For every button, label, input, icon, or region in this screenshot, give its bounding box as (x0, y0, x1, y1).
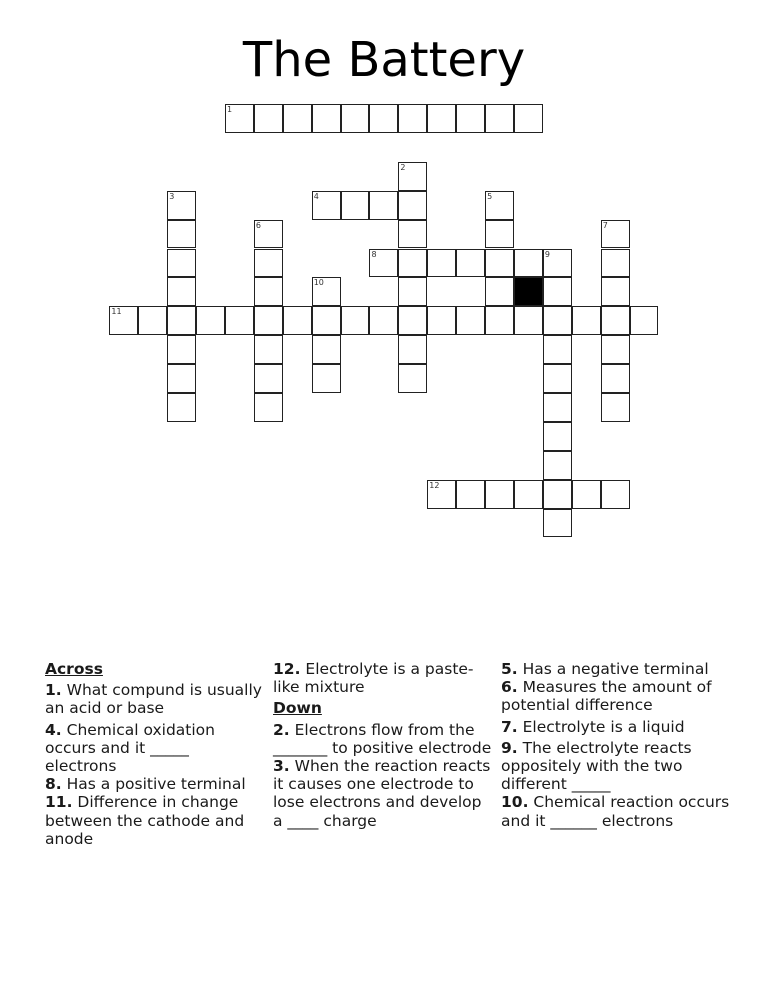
grid-cell[interactable] (312, 306, 341, 335)
clue-down-9 (501, 739, 731, 794)
clue-number: 12. (273, 660, 301, 678)
grid-cell[interactable] (167, 249, 196, 278)
grid-cell[interactable] (601, 277, 630, 306)
grid-cell[interactable] (225, 104, 254, 133)
grid-cell[interactable] (427, 104, 456, 133)
clue-across-4 (45, 721, 265, 776)
grid-cell[interactable] (341, 104, 370, 133)
cell-number: 3 (169, 191, 175, 201)
grid-cell[interactable] (398, 335, 427, 364)
grid-cell[interactable] (543, 393, 572, 422)
grid-cell[interactable] (514, 249, 543, 278)
grid-cell[interactable] (543, 451, 572, 480)
grid-cell[interactable] (398, 306, 427, 335)
clue-text: Electrolyte is a paste-like mixture (273, 660, 474, 697)
grid-cell[interactable] (543, 480, 572, 509)
grid-cell[interactable] (456, 306, 485, 335)
grid-cell[interactable] (167, 335, 196, 364)
clue-down-6 (501, 678, 731, 714)
grid-cell[interactable] (572, 306, 601, 335)
clue-number: 3. (273, 757, 290, 776)
clue-down-10 (501, 793, 731, 829)
clue-number: 5. (501, 660, 518, 678)
grid-cell[interactable] (398, 249, 427, 278)
clue-across-11 (45, 793, 265, 848)
grid-cell[interactable] (543, 335, 572, 364)
clue-number: 1. (45, 681, 62, 700)
grid-cell[interactable] (196, 306, 225, 335)
grid-cell[interactable] (254, 104, 283, 133)
clue-text: The electrolyte reacts oppositely with the two different _____ (501, 738, 692, 794)
grid-cell[interactable] (312, 277, 341, 306)
clue-down-7 (501, 718, 731, 736)
grid-cell[interactable] (167, 364, 196, 393)
clue-text: Chemical oxidation occurs and it _____ electrons (45, 720, 215, 776)
grid-cell[interactable] (543, 277, 572, 306)
grid-cell[interactable] (456, 480, 485, 509)
grid-cell[interactable] (138, 306, 167, 335)
clue-text: Difference in change between the cathode and anode (45, 793, 245, 848)
grid-cell[interactable] (109, 306, 138, 335)
clues-column-3 (501, 660, 731, 830)
grid-cell[interactable] (543, 249, 572, 278)
clue-across-8 (45, 775, 265, 793)
grid-cell[interactable] (543, 422, 572, 451)
grid-cell[interactable] (369, 191, 398, 220)
grid-cell[interactable] (312, 104, 341, 133)
clue-text: When the reaction reacts it causes one electrode to lose electrons and develop a ____ charge (273, 757, 491, 830)
grid-cell[interactable] (312, 335, 341, 364)
grid-cell[interactable] (485, 306, 514, 335)
crossword-grid (109, 104, 658, 538)
clue-text: Chemical reaction occurs and it ______ electrons (501, 793, 730, 830)
cell-number: 10 (313, 278, 324, 288)
grid-cell[interactable] (254, 249, 283, 278)
grid-cell[interactable] (254, 364, 283, 393)
grid-cell[interactable] (398, 220, 427, 249)
grid-cell[interactable] (167, 191, 196, 220)
clue-text: Has a positive terminal (66, 775, 246, 794)
grid-cell[interactable] (601, 306, 630, 335)
grid-cell[interactable] (572, 480, 601, 509)
clue-across-1 (45, 681, 265, 717)
grid-cell[interactable] (630, 306, 659, 335)
clue-text: What compund is usually an acid or base (45, 681, 262, 718)
grid-cell[interactable] (283, 104, 312, 133)
clue-number: 9. (501, 738, 518, 757)
cell-number: 9 (544, 249, 550, 259)
clue-text: Electrolyte is a liquid (522, 717, 685, 736)
grid-cell[interactable] (485, 220, 514, 249)
grid-cell[interactable] (254, 306, 283, 335)
cell-number: 2 (400, 162, 406, 172)
grid-cell[interactable] (398, 277, 427, 306)
clue-down-5 (501, 660, 731, 678)
cell-number: 7 (602, 220, 608, 230)
clue-down-2 (273, 721, 493, 757)
grid-cell[interactable] (167, 393, 196, 422)
grid-cell[interactable] (543, 306, 572, 335)
grid-cell[interactable] (225, 306, 254, 335)
grid-cell[interactable] (398, 162, 427, 191)
clue-text: Electrons flow from the _______ to positive electrode (273, 720, 492, 757)
grid-cell[interactable] (254, 335, 283, 364)
clue-number: 6. (501, 678, 518, 697)
cell-number: 8 (371, 249, 377, 259)
grid-cell[interactable] (485, 277, 514, 306)
grid-cell[interactable] (543, 364, 572, 393)
grid-cell[interactable] (601, 393, 630, 422)
clue-number: 4. (45, 720, 62, 739)
cell-number: 5 (487, 191, 493, 201)
grid-cell[interactable] (254, 393, 283, 422)
grid-cell[interactable] (543, 509, 572, 538)
clue-number: 11. (45, 793, 73, 812)
clues-column-2 (273, 660, 493, 830)
grid-cell[interactable] (369, 306, 398, 335)
puzzle-title: The Battery (242, 32, 526, 88)
grid-cell[interactable] (485, 249, 514, 278)
clue-across-12 (273, 660, 493, 696)
grid-cell[interactable] (398, 191, 427, 220)
cell-number: 6 (255, 220, 261, 230)
grid-cell[interactable] (485, 480, 514, 509)
grid-cell[interactable] (167, 220, 196, 249)
across-heading: Across (45, 660, 103, 678)
clues-column-1 (45, 660, 265, 848)
grid-cell[interactable] (427, 306, 456, 335)
grid-cell[interactable] (312, 364, 341, 393)
grid-cell[interactable] (369, 249, 398, 278)
grid-cell[interactable] (514, 306, 543, 335)
clue-number: 2. (273, 720, 290, 739)
grid-cell[interactable] (485, 191, 514, 220)
grid-cell[interactable] (312, 191, 341, 220)
grid-cell[interactable] (456, 249, 485, 278)
grid-cell[interactable] (398, 364, 427, 393)
grid-cell[interactable] (254, 220, 283, 249)
clue-number: 8. (45, 775, 62, 794)
grid-cell[interactable] (601, 249, 630, 278)
cell-number: 1 (226, 105, 233, 114)
clue-down-3 (273, 757, 493, 830)
grid-cell[interactable] (601, 480, 630, 509)
grid-cell[interactable] (601, 220, 630, 249)
cell-number: 4 (313, 191, 319, 201)
grid-cell[interactable] (398, 104, 427, 133)
clue-number: 10. (501, 793, 529, 812)
grid-cell[interactable] (514, 104, 543, 133)
clue-text: Measures the amount of potential difference (501, 678, 712, 715)
grid-cell[interactable] (283, 306, 312, 335)
grid-cell[interactable] (427, 249, 456, 278)
grid-cell[interactable] (427, 480, 456, 509)
grid-cell[interactable] (341, 191, 370, 220)
cell-number: 11 (111, 307, 122, 317)
grid-cell[interactable] (485, 104, 514, 133)
cell-number: 12 (429, 480, 440, 490)
grid-cell[interactable] (167, 306, 196, 335)
grid-cell[interactable] (514, 480, 543, 509)
clue-number: 7. (501, 717, 518, 736)
grid-cell[interactable] (254, 277, 283, 306)
black-cell (514, 277, 543, 306)
grid-cell[interactable] (167, 277, 196, 306)
clue-text: Has a negative terminal (522, 660, 709, 678)
grid-cell[interactable] (369, 104, 398, 133)
grid-cell[interactable] (341, 306, 370, 335)
grid-cell[interactable] (601, 364, 630, 393)
grid-cell[interactable] (456, 104, 485, 133)
grid-cell[interactable] (601, 335, 630, 364)
down-heading: Down (273, 699, 322, 718)
